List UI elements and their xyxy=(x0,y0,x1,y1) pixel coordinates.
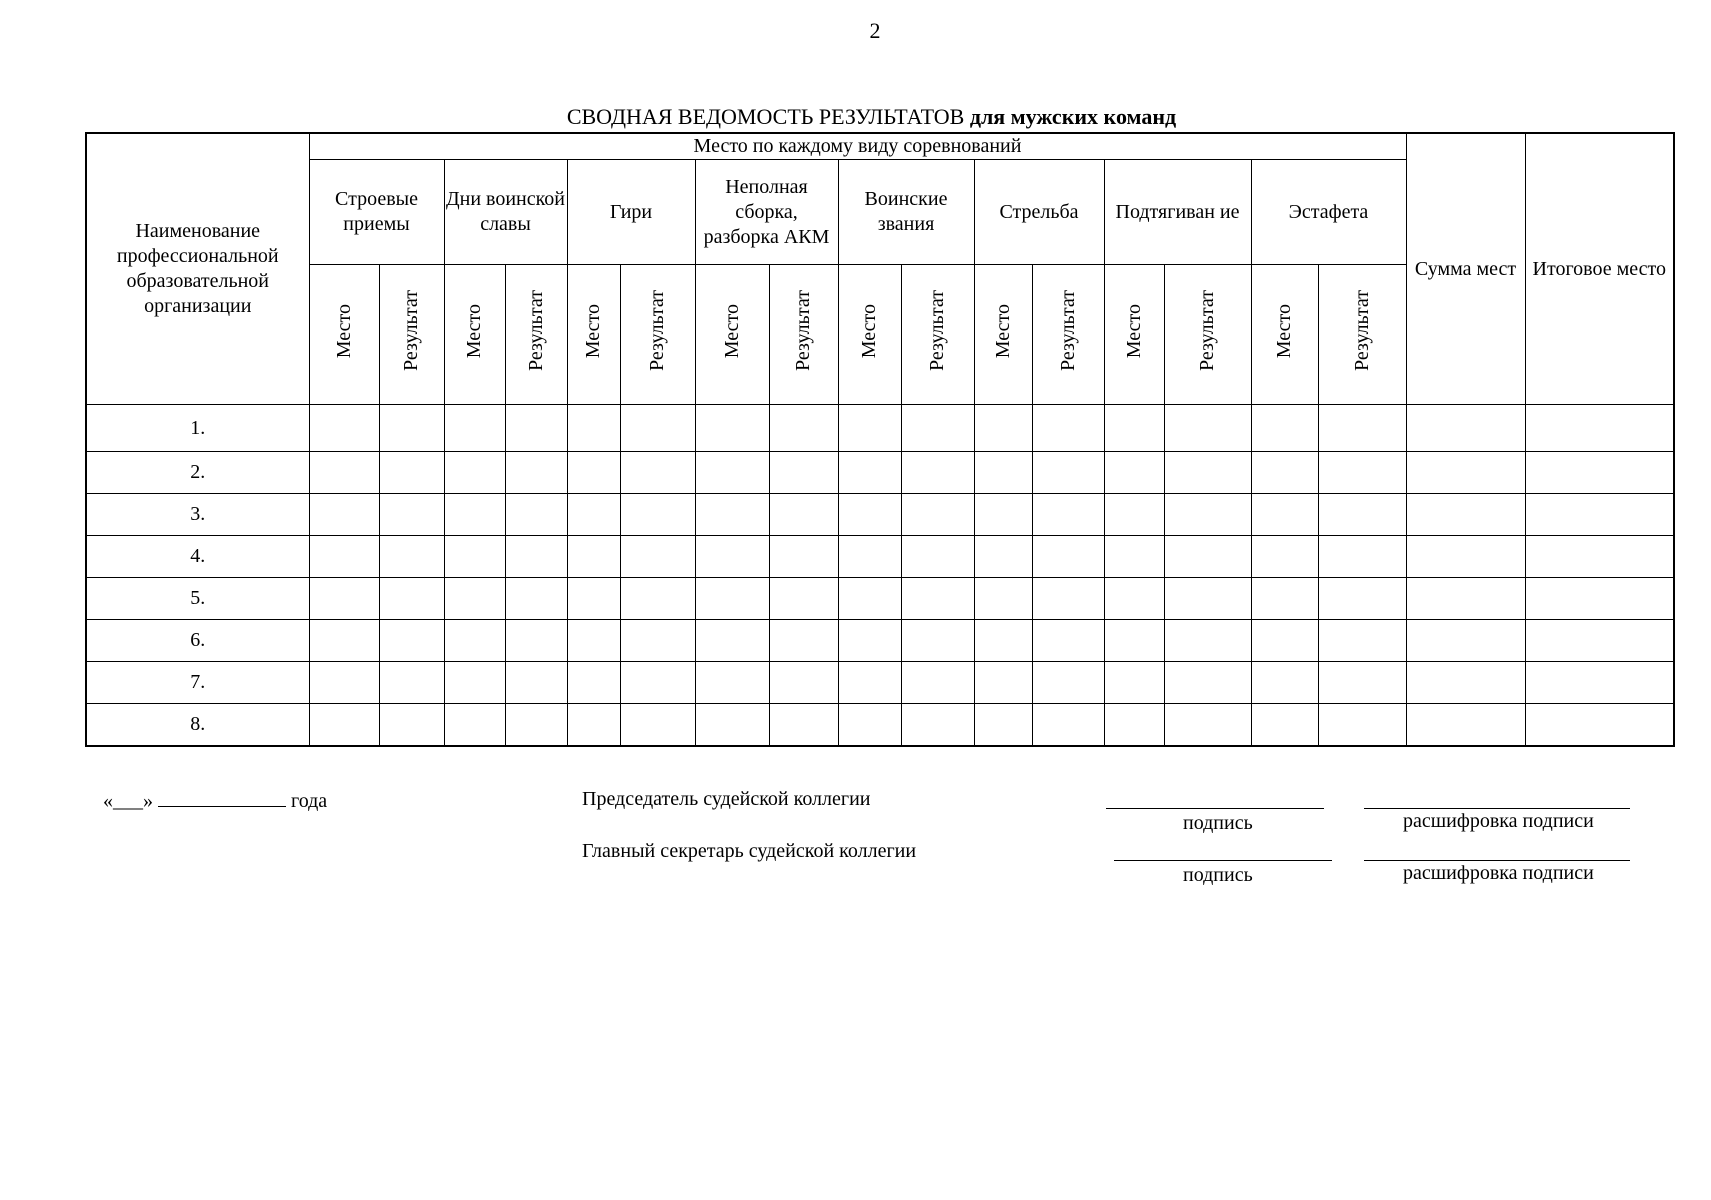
empty-cell[interactable] xyxy=(1525,494,1674,536)
table-row xyxy=(86,662,1674,704)
place-subheader xyxy=(1251,265,1318,405)
empty-cell[interactable] xyxy=(695,536,769,578)
table-row xyxy=(86,494,1674,536)
row-number: 6. xyxy=(86,620,309,662)
empty-cell[interactable] xyxy=(974,405,1032,452)
empty-cell[interactable] xyxy=(444,452,505,494)
empty-cell[interactable] xyxy=(695,494,769,536)
empty-cell[interactable] xyxy=(1032,620,1104,662)
place-subheader xyxy=(309,265,379,405)
page-title xyxy=(0,104,1711,130)
chairman-signature-caption: подпись xyxy=(1183,812,1253,834)
place-subheader xyxy=(1104,265,1164,405)
result-subheader xyxy=(379,265,444,405)
subheader-label: Место xyxy=(463,303,485,359)
empty-cell[interactable] xyxy=(769,405,838,452)
empty-cell[interactable] xyxy=(505,452,567,494)
empty-cell[interactable] xyxy=(1164,662,1251,704)
table-row xyxy=(86,452,1674,494)
empty-cell[interactable] xyxy=(1164,578,1251,620)
subheader-label: Результат xyxy=(926,290,948,372)
empty-cell[interactable] xyxy=(505,620,567,662)
empty-cell[interactable] xyxy=(309,452,379,494)
empty-cell[interactable] xyxy=(620,494,695,536)
empty-cell[interactable] xyxy=(1525,620,1674,662)
empty-cell[interactable] xyxy=(901,704,974,746)
empty-cell[interactable] xyxy=(620,578,695,620)
event-header: Дни воинской славы xyxy=(444,160,567,265)
result-subheader xyxy=(1032,265,1104,405)
empty-cell[interactable] xyxy=(1104,452,1164,494)
empty-cell[interactable] xyxy=(1406,405,1525,452)
empty-cell[interactable] xyxy=(1525,405,1674,452)
place-subheader xyxy=(974,265,1032,405)
empty-cell[interactable] xyxy=(1251,704,1318,746)
empty-cell[interactable] xyxy=(1318,578,1406,620)
empty-cell[interactable] xyxy=(1104,578,1164,620)
empty-cell[interactable] xyxy=(1406,662,1525,704)
empty-cell[interactable] xyxy=(309,536,379,578)
empty-cell[interactable] xyxy=(1164,494,1251,536)
empty-cell[interactable] xyxy=(838,405,901,452)
empty-cell[interactable] xyxy=(695,662,769,704)
place-subheader xyxy=(444,265,505,405)
table-row xyxy=(86,578,1674,620)
empty-cell[interactable] xyxy=(1032,578,1104,620)
subheader-label: Результат xyxy=(792,290,814,372)
empty-cell[interactable] xyxy=(838,494,901,536)
empty-cell[interactable] xyxy=(974,452,1032,494)
empty-cell[interactable] xyxy=(505,494,567,536)
table-row xyxy=(86,620,1674,662)
event-header: Стрельба xyxy=(974,160,1104,265)
event-header: Строевые приемы xyxy=(309,160,444,265)
empty-cell[interactable] xyxy=(1318,536,1406,578)
empty-cell[interactable] xyxy=(1318,704,1406,746)
empty-cell[interactable] xyxy=(505,405,567,452)
empty-cell[interactable] xyxy=(838,452,901,494)
empty-cell[interactable] xyxy=(379,405,444,452)
empty-cell[interactable] xyxy=(567,405,620,452)
date-blank xyxy=(158,790,286,807)
empty-cell[interactable] xyxy=(1525,536,1674,578)
empty-cell[interactable] xyxy=(379,452,444,494)
empty-cell[interactable] xyxy=(1318,452,1406,494)
empty-cell[interactable] xyxy=(1164,704,1251,746)
empty-cell[interactable] xyxy=(1032,405,1104,452)
empty-cell[interactable] xyxy=(1104,494,1164,536)
empty-cell[interactable] xyxy=(901,452,974,494)
empty-cell[interactable] xyxy=(309,620,379,662)
result-subheader xyxy=(769,265,838,405)
empty-cell[interactable] xyxy=(769,494,838,536)
empty-cell[interactable] xyxy=(505,662,567,704)
empty-cell[interactable] xyxy=(695,405,769,452)
empty-cell[interactable] xyxy=(620,452,695,494)
empty-cell[interactable] xyxy=(1251,536,1318,578)
empty-cell[interactable] xyxy=(505,704,567,746)
empty-cell[interactable] xyxy=(974,662,1032,704)
empty-cell[interactable] xyxy=(838,578,901,620)
empty-cell[interactable] xyxy=(1251,620,1318,662)
empty-cell[interactable] xyxy=(567,494,620,536)
empty-cell[interactable] xyxy=(567,704,620,746)
subheader-label: Результат xyxy=(1196,290,1218,372)
empty-cell[interactable] xyxy=(567,662,620,704)
event-header: Эстафета xyxy=(1251,160,1406,265)
empty-cell[interactable] xyxy=(444,662,505,704)
result-subheader xyxy=(1318,265,1406,405)
row-number: 1. xyxy=(86,405,309,452)
empty-cell[interactable] xyxy=(567,578,620,620)
subheader-label: Результат xyxy=(400,290,422,372)
subheader-label: Результат xyxy=(1350,290,1373,372)
empty-cell[interactable] xyxy=(379,494,444,536)
row-number: 7. xyxy=(86,662,309,704)
empty-cell[interactable] xyxy=(838,620,901,662)
empty-cell[interactable] xyxy=(695,578,769,620)
empty-cell[interactable] xyxy=(769,620,838,662)
empty-cell[interactable] xyxy=(1406,620,1525,662)
empty-cell[interactable] xyxy=(769,704,838,746)
empty-cell[interactable] xyxy=(695,620,769,662)
empty-cell[interactable] xyxy=(1318,405,1406,452)
empty-cell[interactable] xyxy=(974,704,1032,746)
empty-cell[interactable] xyxy=(974,578,1032,620)
empty-cell[interactable] xyxy=(505,578,567,620)
empty-cell[interactable] xyxy=(901,620,974,662)
empty-cell[interactable] xyxy=(769,662,838,704)
result-subheader xyxy=(1164,265,1251,405)
empty-cell[interactable] xyxy=(1525,452,1674,494)
empty-cell[interactable] xyxy=(1104,662,1164,704)
chairman-decoding-line xyxy=(1364,808,1630,809)
empty-cell[interactable] xyxy=(444,620,505,662)
date-suffix: года xyxy=(291,790,328,812)
empty-cell[interactable] xyxy=(309,704,379,746)
group-header: Место по каждому виду соревнований xyxy=(309,133,1406,160)
secretary-signature-line xyxy=(1114,860,1332,861)
empty-cell[interactable] xyxy=(1032,452,1104,494)
subheader-label: Место xyxy=(991,303,1014,359)
empty-cell[interactable] xyxy=(901,662,974,704)
place-subheader xyxy=(567,265,620,405)
empty-cell[interactable] xyxy=(1251,494,1318,536)
empty-cell[interactable] xyxy=(838,662,901,704)
secretary-signature-caption: подпись xyxy=(1183,864,1253,886)
empty-cell[interactable] xyxy=(1525,578,1674,620)
empty-cell[interactable] xyxy=(1406,578,1525,620)
empty-cell[interactable] xyxy=(974,620,1032,662)
sum-header: Сумма мест xyxy=(1406,133,1525,405)
empty-cell[interactable] xyxy=(1032,662,1104,704)
subheader-label: Результат xyxy=(646,290,668,372)
title-bold-text: для мужских команд xyxy=(969,104,1177,129)
empty-cell[interactable] xyxy=(1318,494,1406,536)
empty-cell[interactable] xyxy=(309,494,379,536)
empty-cell[interactable] xyxy=(1251,578,1318,620)
empty-cell[interactable] xyxy=(567,452,620,494)
empty-cell[interactable] xyxy=(1525,662,1674,704)
empty-cell[interactable] xyxy=(1032,704,1104,746)
empty-cell[interactable] xyxy=(1164,536,1251,578)
secretary-label: Главный секретарь судейской коллегии xyxy=(582,840,917,862)
empty-cell[interactable] xyxy=(379,578,444,620)
empty-cell[interactable] xyxy=(567,620,620,662)
subheader-label: Результат xyxy=(1056,290,1079,372)
empty-cell[interactable] xyxy=(620,620,695,662)
result-subheader xyxy=(901,265,974,405)
empty-cell[interactable] xyxy=(444,578,505,620)
empty-cell[interactable] xyxy=(620,536,695,578)
empty-cell[interactable] xyxy=(1406,494,1525,536)
subheader-label: Место xyxy=(332,303,355,359)
subheader-label: Место xyxy=(720,303,743,359)
table-row xyxy=(86,704,1674,746)
empty-cell[interactable] xyxy=(620,704,695,746)
secretary-decoding-line xyxy=(1364,860,1630,861)
empty-cell[interactable] xyxy=(1406,452,1525,494)
empty-cell[interactable] xyxy=(1032,494,1104,536)
subheader-label: Место xyxy=(1273,303,1295,359)
org-header: Наименование профессиональной образовательной организации xyxy=(86,133,309,405)
empty-cell[interactable] xyxy=(505,536,567,578)
subheader-label: Место xyxy=(582,303,604,359)
result-subheader xyxy=(620,265,695,405)
empty-cell[interactable] xyxy=(1251,662,1318,704)
empty-cell[interactable] xyxy=(1406,536,1525,578)
empty-cell[interactable] xyxy=(1164,405,1251,452)
empty-cell[interactable] xyxy=(695,452,769,494)
empty-cell[interactable] xyxy=(379,704,444,746)
empty-cell[interactable] xyxy=(444,704,505,746)
empty-cell[interactable] xyxy=(1251,452,1318,494)
empty-cell[interactable] xyxy=(444,536,505,578)
empty-cell[interactable] xyxy=(444,494,505,536)
row-number: 8. xyxy=(86,704,309,746)
empty-cell[interactable] xyxy=(901,536,974,578)
date-field xyxy=(103,790,327,813)
empty-cell[interactable] xyxy=(901,405,974,452)
table-row xyxy=(86,536,1674,578)
page-number: 2 xyxy=(869,18,881,43)
empty-cell[interactable] xyxy=(379,620,444,662)
place-subheader xyxy=(838,265,901,405)
empty-cell[interactable] xyxy=(1164,452,1251,494)
final-header: Итоговое место xyxy=(1525,133,1674,405)
empty-cell[interactable] xyxy=(838,704,901,746)
row-number: 4. xyxy=(86,536,309,578)
empty-cell[interactable] xyxy=(974,536,1032,578)
empty-cell[interactable] xyxy=(1032,536,1104,578)
empty-cell[interactable] xyxy=(620,662,695,704)
event-header: Гири xyxy=(567,160,695,265)
event-header: Подтягиван ие xyxy=(1104,160,1251,265)
empty-cell[interactable] xyxy=(567,536,620,578)
subheader-label: Место xyxy=(858,303,880,359)
empty-cell[interactable] xyxy=(1251,405,1318,452)
empty-cell[interactable] xyxy=(1525,704,1674,746)
subheader-label: Результат xyxy=(524,290,547,372)
empty-cell[interactable] xyxy=(769,536,838,578)
subheader-label: Место xyxy=(1122,303,1145,359)
empty-cell[interactable] xyxy=(309,405,379,452)
empty-cell[interactable] xyxy=(379,662,444,704)
empty-cell[interactable] xyxy=(695,704,769,746)
empty-cell[interactable] xyxy=(1104,405,1164,452)
empty-cell[interactable] xyxy=(620,405,695,452)
empty-cell[interactable] xyxy=(309,578,379,620)
empty-cell[interactable] xyxy=(769,578,838,620)
row-number: 5. xyxy=(86,578,309,620)
empty-cell[interactable] xyxy=(1406,704,1525,746)
title-text: СВОДНАЯ ВЕДОМОСТЬ РЕЗУЛЬТАТОВ xyxy=(566,104,970,129)
empty-cell[interactable] xyxy=(1318,620,1406,662)
row-number: 3. xyxy=(86,494,309,536)
empty-cell[interactable] xyxy=(974,494,1032,536)
event-header: Неполная сборка, разборка АКМ xyxy=(695,160,838,265)
empty-cell[interactable] xyxy=(901,578,974,620)
empty-cell[interactable] xyxy=(444,405,505,452)
chairman-signature-line xyxy=(1106,808,1324,809)
table-row xyxy=(86,405,1674,452)
empty-cell[interactable] xyxy=(379,536,444,578)
empty-cell[interactable] xyxy=(1164,620,1251,662)
result-subheader xyxy=(505,265,567,405)
event-header: Воинские звания xyxy=(838,160,974,265)
chairman-decoding-caption: расшифровка подписи xyxy=(1403,810,1594,832)
place-subheader xyxy=(695,265,769,405)
date-prefix: «___» xyxy=(103,790,153,812)
empty-cell[interactable] xyxy=(309,662,379,704)
chairman-label: Председатель судейской коллегии xyxy=(582,788,871,810)
empty-cell[interactable] xyxy=(838,536,901,578)
empty-cell[interactable] xyxy=(901,494,974,536)
empty-cell[interactable] xyxy=(1104,536,1164,578)
empty-cell[interactable] xyxy=(769,452,838,494)
empty-cell[interactable] xyxy=(1104,704,1164,746)
empty-cell[interactable] xyxy=(1318,662,1406,704)
results-table xyxy=(85,132,1675,747)
empty-cell[interactable] xyxy=(1104,620,1164,662)
row-number: 2. xyxy=(86,452,309,494)
secretary-decoding-caption: расшифровка подписи xyxy=(1403,862,1594,884)
